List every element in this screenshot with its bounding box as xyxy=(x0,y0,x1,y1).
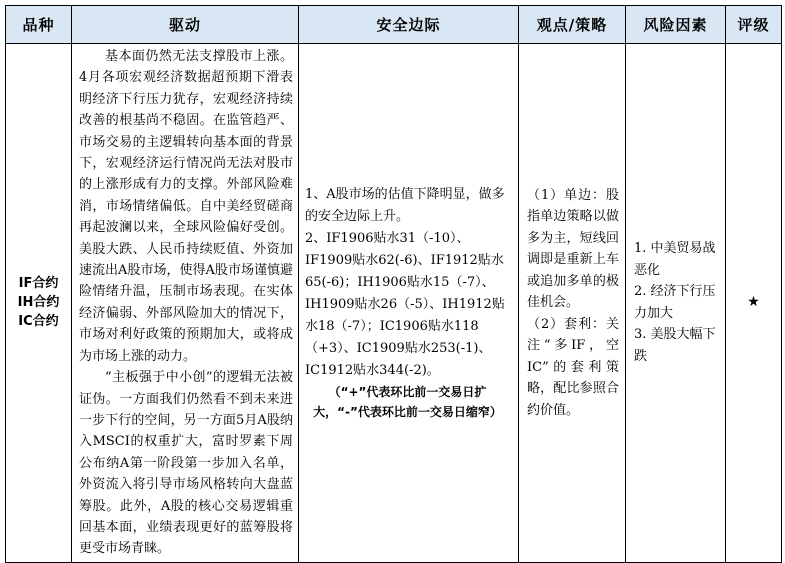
safety-margin-cell xyxy=(299,44,519,563)
strategy-arbitrage: （2）套利：关注“多IF，空IC”的套利策略，配比参照合约价值。 xyxy=(527,316,619,418)
header-row xyxy=(6,6,782,44)
risk-item-2: 2. 经济下行压力加大 xyxy=(634,284,716,321)
risk-item-1: 1. 中美贸易战恶化 xyxy=(634,241,716,278)
futures-strategy-table xyxy=(5,5,781,557)
strategy-single-side: （1）单边：股指单边策略以做多为主，短线回调即是重新上车或追加多单的极佳机会。 xyxy=(527,187,619,311)
safety-margin-item-1: 1、A股市场的估值下降明显，做多的安全边际上升。 xyxy=(305,186,505,224)
header-rating: 评级 xyxy=(726,6,782,44)
product-ic: IC合约 xyxy=(18,314,59,330)
table-row xyxy=(6,44,782,563)
product-if: IF合约 xyxy=(18,276,59,292)
product-ih: IH合约 xyxy=(17,295,60,311)
safety-margin-item-2: 2、IF1906贴水31（-10）、IF1909贴水62(-6)、IF1912贴水65(-6)；IH1906贴水15（-7）、IH1909贴水26（-5）、IH1912贴水18（-7）；IC1906贴水118（+3）、IC1909贴水253(-1)、IC1912贴水344(-2)。 xyxy=(305,230,505,378)
header-risk-factors: 风险因素 xyxy=(626,6,726,44)
driver-paragraph-2: “主板强于中小创”的逻辑无法被证伪。一方面我们仍然看不到未来进一步下行的空间，另一方面5月A股纳入MSCI的权重扩大，富时罗素下周公布纳A第一阶段第一步加入名单，外资流入将引导市场风格转向大盘蓝筹股。此外，A股的核心交易逻辑重回基本面，业绩表现更好的蓝筹股将更受市场青睐。 xyxy=(79,370,293,557)
driver-cell xyxy=(72,44,299,563)
risk-factors-cell xyxy=(626,44,726,563)
driver-paragraph-1: 基本面仍然无法支撑股市上涨。4月各项宏观经济数据超预期下滑表明经济下行压力犹存，宏观经济持续改善的根基尚不稳固。在监管趋严、市场交易的主逻辑转向基本面的背景下，宏观经济运行情况尚无法对股市的上涨形成有力的支撑。外部风险难消，市场情绪偏低。自中美经贸磋商再起波澜以来，全球风险偏好受创。美股大跌、人民币持续贬值、外资加速流出A股市场，使得A股市场谨慎避险情绪升温，压制市场表现。在实体经济偏弱、外部风险加大的情况下，市场对利好政策的预期加大，或将成为市场上涨的动力。 xyxy=(79,49,293,364)
rating-cell xyxy=(726,44,782,563)
header-product: 品种 xyxy=(6,6,72,44)
safety-margin-note: （“+”代表环比前一交易日扩大，“-”代表环比前一交易日缩窄） xyxy=(313,384,502,419)
risk-item-3: 3. 美股大幅下跌 xyxy=(634,327,716,364)
product-cell xyxy=(6,44,72,563)
header-safety-margin: 安全边际 xyxy=(299,6,519,44)
view-strategy-cell xyxy=(519,44,626,563)
header-driver: 驱动 xyxy=(72,6,299,44)
header-view-strategy: 观点/策略 xyxy=(519,6,626,44)
rating-star-icon: ★ xyxy=(747,294,760,311)
